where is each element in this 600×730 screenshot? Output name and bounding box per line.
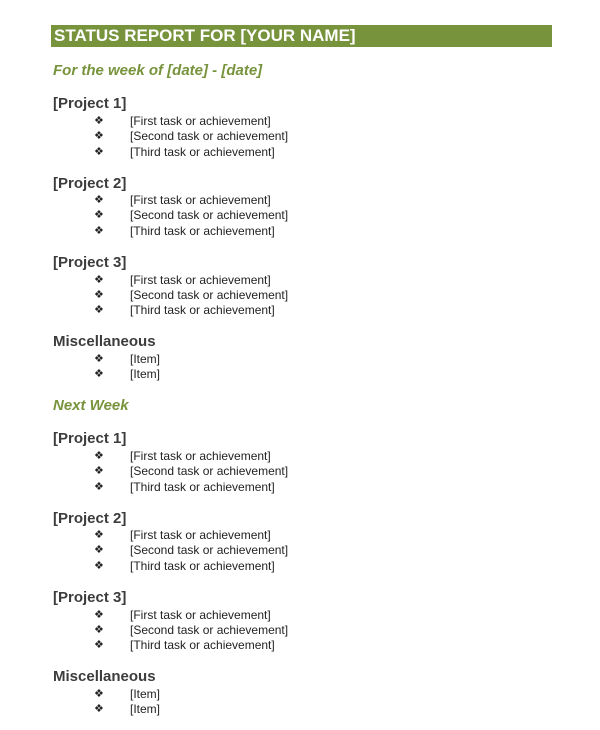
next-week-section-project-1-heading: [Project 1] bbox=[53, 430, 127, 447]
list-item-text: [Second task or achievement] bbox=[130, 129, 289, 143]
list-item-text: [First task or achievement] bbox=[130, 608, 271, 622]
diamond-bullet-icon: ❖ bbox=[94, 529, 104, 541]
list-item-text: [Third task or achievement] bbox=[130, 145, 275, 159]
diamond-bullet-icon: ❖ bbox=[94, 274, 104, 286]
diamond-bullet-icon: ❖ bbox=[94, 209, 104, 221]
diamond-bullet-icon: ❖ bbox=[94, 639, 104, 651]
list-item-text: [Item] bbox=[130, 687, 161, 701]
list-item-text: [Item] bbox=[130, 352, 161, 366]
list-item bbox=[0, 638, 400, 653]
this-week-section-miscellaneous-heading: Miscellaneous bbox=[53, 333, 156, 350]
list-item bbox=[0, 193, 400, 208]
list-item bbox=[0, 367, 400, 382]
list-item bbox=[0, 145, 400, 160]
diamond-bullet-icon: ❖ bbox=[94, 703, 104, 715]
list-item-text: [Second task or achievement] bbox=[130, 623, 289, 637]
list-item bbox=[0, 288, 400, 303]
list-item-text: [Second task or achievement] bbox=[130, 543, 289, 557]
list-item bbox=[0, 208, 400, 223]
this-week-section-project-1-heading: [Project 1] bbox=[53, 95, 127, 112]
diamond-bullet-icon: ❖ bbox=[94, 115, 104, 127]
list-item-text: [First task or achievement] bbox=[130, 193, 271, 207]
diamond-bullet-icon: ❖ bbox=[94, 465, 104, 477]
this-week-heading: For the week of [date] - [date] bbox=[53, 62, 263, 79]
next-week-section-project-2-heading: [Project 2] bbox=[53, 510, 127, 527]
list-item-text: [Third task or achievement] bbox=[130, 638, 275, 652]
list-item-text: [Third task or achievement] bbox=[130, 559, 275, 573]
report-title-bar: STATUS REPORT FOR [YOUR NAME] bbox=[51, 25, 552, 47]
next-week-section-project-3-heading: [Project 3] bbox=[53, 589, 127, 606]
list-item bbox=[0, 702, 400, 717]
diamond-bullet-icon: ❖ bbox=[94, 450, 104, 462]
list-item bbox=[0, 528, 400, 543]
list-item bbox=[0, 608, 400, 623]
next-week-section-miscellaneous-heading: Miscellaneous bbox=[53, 668, 156, 685]
list-item bbox=[0, 129, 400, 144]
list-item-text: [Third task or achievement] bbox=[130, 224, 275, 238]
diamond-bullet-icon: ❖ bbox=[94, 560, 104, 572]
diamond-bullet-icon: ❖ bbox=[94, 609, 104, 621]
list-item-text: [Second task or achievement] bbox=[130, 208, 289, 222]
list-item bbox=[0, 623, 400, 638]
diamond-bullet-icon: ❖ bbox=[94, 289, 104, 301]
list-item-text: [First task or achievement] bbox=[130, 528, 271, 542]
list-item bbox=[0, 449, 400, 464]
diamond-bullet-icon: ❖ bbox=[94, 304, 104, 316]
list-item bbox=[0, 464, 400, 479]
list-item bbox=[0, 273, 400, 288]
list-item-text: [Second task or achievement] bbox=[130, 288, 289, 302]
list-item bbox=[0, 114, 400, 129]
diamond-bullet-icon: ❖ bbox=[94, 688, 104, 700]
list-item-text: [Second task or achievement] bbox=[130, 464, 289, 478]
list-item-text: [First task or achievement] bbox=[130, 273, 271, 287]
this-week-section-project-2-heading: [Project 2] bbox=[53, 175, 127, 192]
diamond-bullet-icon: ❖ bbox=[94, 194, 104, 206]
list-item bbox=[0, 559, 400, 574]
this-week-section-project-3-heading: [Project 3] bbox=[53, 254, 127, 271]
diamond-bullet-icon: ❖ bbox=[94, 624, 104, 636]
next-week-heading: Next Week bbox=[53, 397, 129, 414]
diamond-bullet-icon: ❖ bbox=[94, 146, 104, 158]
list-item bbox=[0, 303, 400, 318]
diamond-bullet-icon: ❖ bbox=[94, 225, 104, 237]
list-item bbox=[0, 687, 400, 702]
diamond-bullet-icon: ❖ bbox=[94, 353, 104, 365]
diamond-bullet-icon: ❖ bbox=[94, 481, 104, 493]
list-item-text: [Item] bbox=[130, 367, 161, 381]
list-item-text: [First task or achievement] bbox=[130, 114, 271, 128]
diamond-bullet-icon: ❖ bbox=[94, 130, 104, 142]
list-item-text: [Third task or achievement] bbox=[130, 303, 275, 317]
list-item bbox=[0, 352, 400, 367]
list-item bbox=[0, 480, 400, 495]
list-item bbox=[0, 543, 400, 558]
diamond-bullet-icon: ❖ bbox=[94, 544, 104, 556]
list-item-text: [Item] bbox=[130, 702, 161, 716]
list-item bbox=[0, 224, 400, 239]
list-item-text: [First task or achievement] bbox=[130, 449, 271, 463]
diamond-bullet-icon: ❖ bbox=[94, 368, 104, 380]
list-item-text: [Third task or achievement] bbox=[130, 480, 275, 494]
